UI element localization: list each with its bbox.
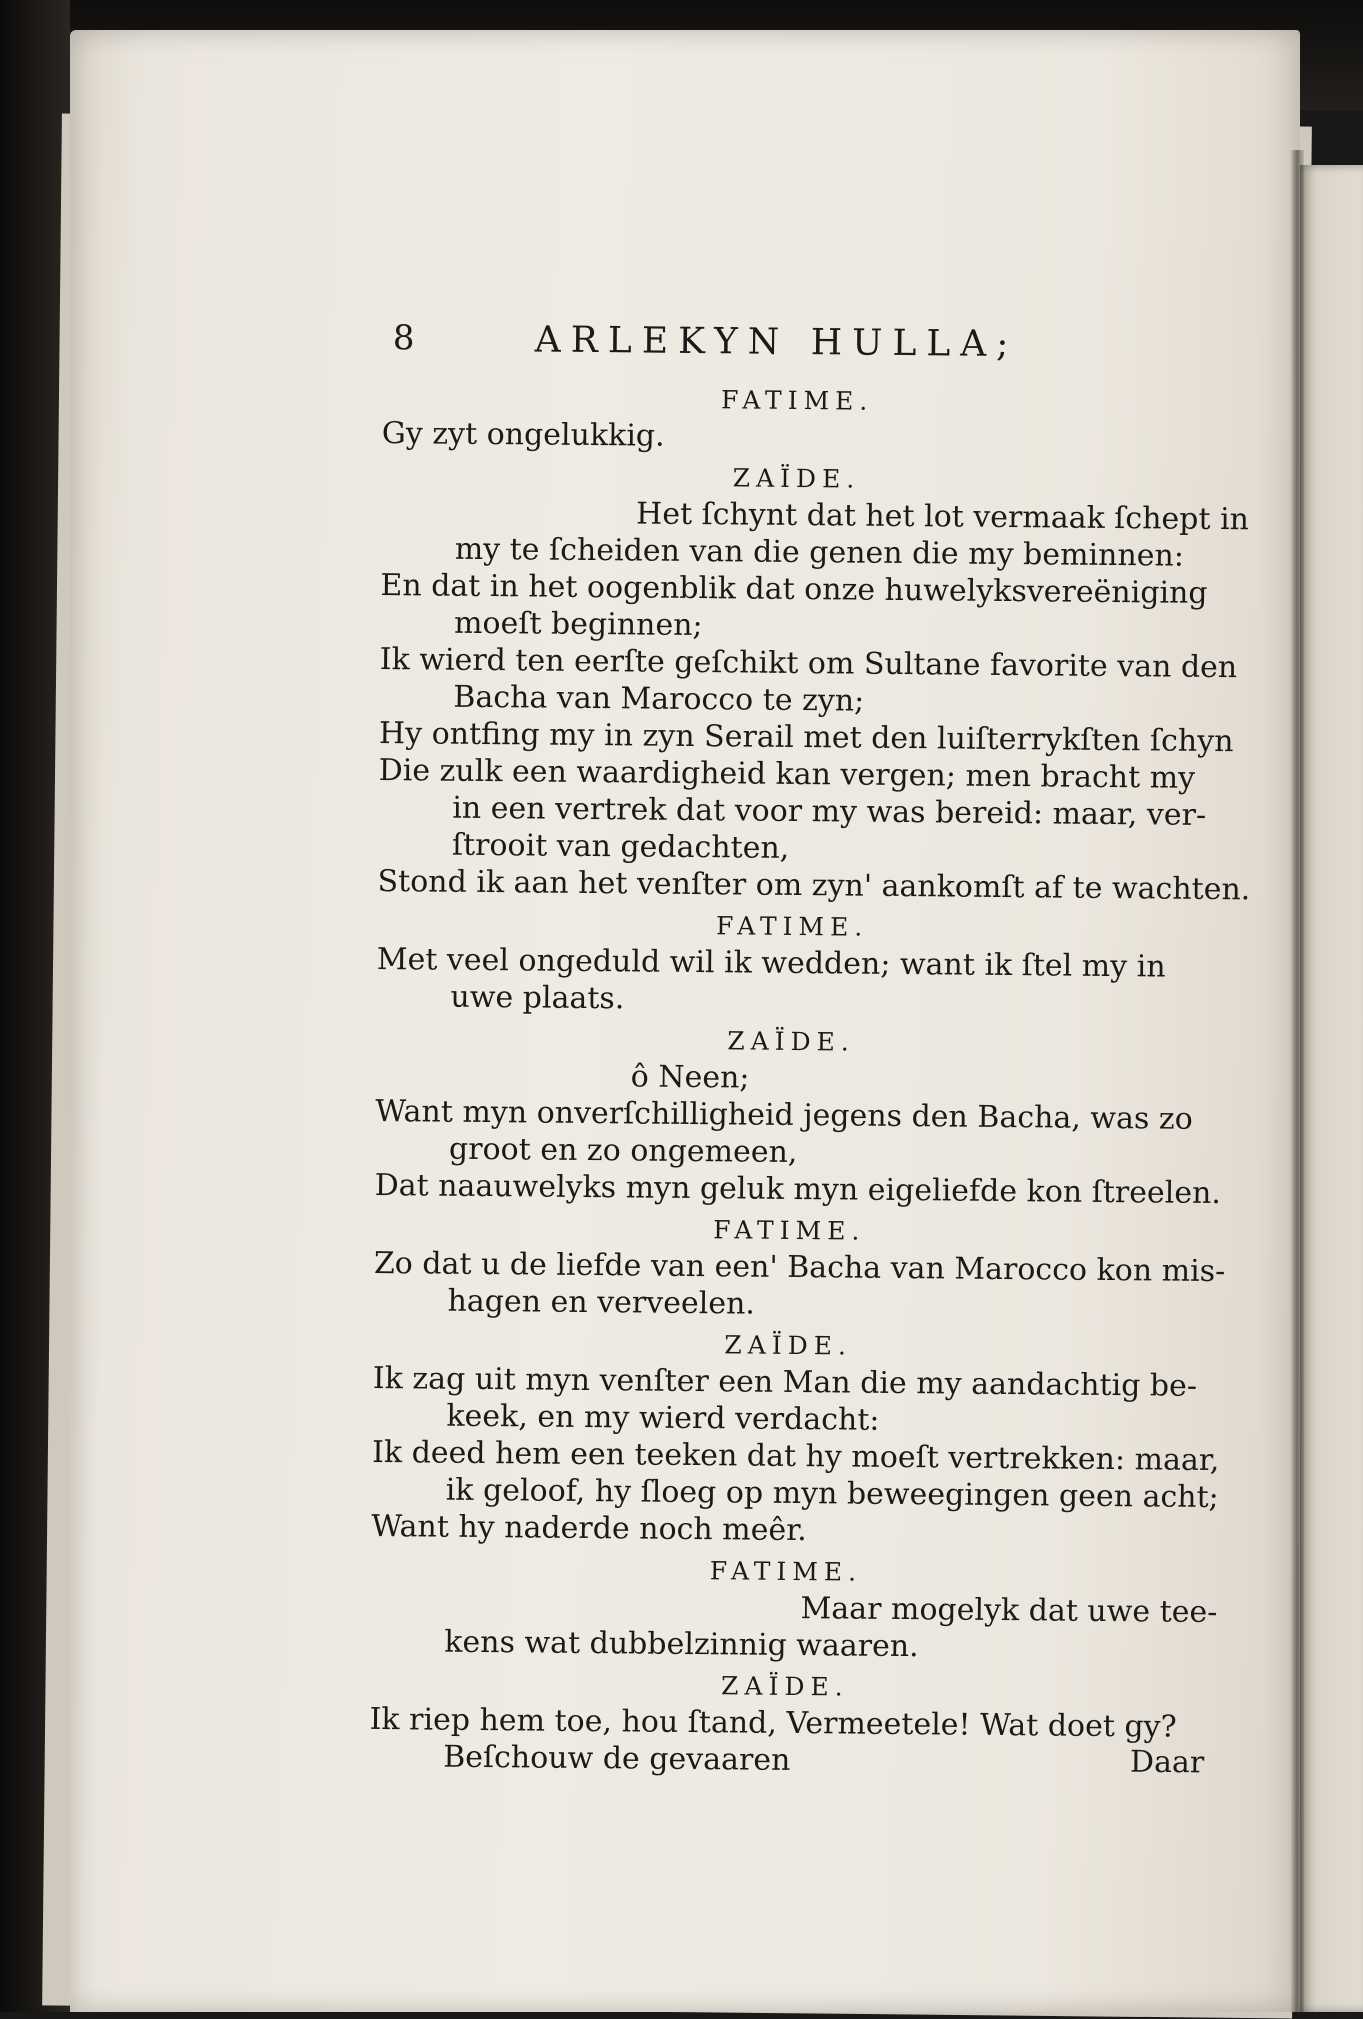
verse-line: ſtrooit van gedachten, (451, 827, 790, 866)
verse-line: Ik deed hem een teeken dat hy moeſt vertrekken: maar, (371, 1434, 1220, 1479)
speaker-name: ZAÏDE. (727, 1026, 855, 1057)
verse-line: Met veel ongeduld wil ik wedden; want ik ſtel my in (376, 941, 1166, 985)
speaker-name: FATIME. (720, 385, 874, 416)
verse-line: kens wat dubbelzinnig waaren. (444, 1624, 919, 1665)
speech-block (377, 456, 1251, 908)
verse-line: Gy zyt ongelukkig. (381, 415, 665, 454)
speaker-name: FATIME. (715, 911, 869, 942)
verse-line: Maar mogelyk dat uwe tee- (800, 1591, 1218, 1631)
verse-line: Die zulk een waardigheid kan vergen; men bracht my (378, 752, 1196, 796)
verse-line: Hy ontfing my in zyn Serail met den luiſterrykſten ſchyn (378, 715, 1234, 760)
page-text-block (369, 318, 1251, 1787)
running-title: ARLEKYN HULLA; (534, 319, 1019, 366)
speech-block (370, 1549, 1218, 1668)
speaker-name: ZAÏDE. (724, 1330, 853, 1361)
speech-block (369, 1664, 1200, 1783)
verse-line: Bacha van Marocco te zyn; (453, 679, 865, 719)
dialogue (369, 378, 1251, 1783)
page-number: 8 (392, 318, 415, 359)
verse-line: Dat naauwelyks myn geluk myn eigeliefde kon ſtreelen. (374, 1167, 1222, 1212)
speaker-name: FATIME. (709, 1556, 863, 1587)
verse-line: moeſt beginnen; (453, 605, 703, 644)
verse-line: Beſchouw de gevaaren (443, 1739, 791, 1778)
verse-line: Ik wierd ten eerſte geſchikt om Sultane favorite van den (379, 641, 1238, 686)
facing-page-edge (1296, 165, 1363, 2012)
verse-line: Het ſchynt dat het lot vermaak ſchept in (635, 496, 1250, 538)
verse-line: En dat in het oogenblik dat onze huwelyksvereëniging (380, 567, 1208, 611)
catchword: Daar (1129, 1744, 1205, 1781)
speaker-name: ZAÏDE. (720, 1671, 849, 1702)
verse-line: Ik zag uit myn venſter een Man die my aandachtig be- (372, 1360, 1198, 1404)
speech-block (371, 1323, 1220, 1553)
verse-line: Zo dat u de liefde van een' Bacha van Marocco kon mis- (373, 1245, 1226, 1290)
verse-line: groot en zo ongemeen, (448, 1131, 798, 1171)
speech-block (382, 378, 1213, 460)
verse-line: ik geloof, hy ſloeg op myn beweegingen geen acht; (445, 1472, 1219, 1516)
verse-line: Stond ik aan het venſter om zyn' aankomſt af te wachten. (377, 863, 1251, 908)
speech-block (374, 1019, 1222, 1212)
verse-line: Ik riep hem toe, hou ſtand, Vermeetele! Wat doet gy? (369, 1701, 1177, 1745)
verse-line: in een vertrek dat voor my was bereid: maar, ver- (452, 790, 1207, 833)
page-header (382, 318, 1213, 386)
speech-block (373, 1208, 1226, 1327)
speech-block (376, 904, 1207, 1023)
verse-line: Want myn onverſchilligheid jegens den Bacha, was zo (375, 1093, 1193, 1137)
verse-line: Want hy naderde noch meêr. (371, 1508, 807, 1549)
verse-line: ô Neen; (630, 1059, 750, 1096)
speaker-name: FATIME. (713, 1215, 866, 1246)
book-gutter (1290, 150, 1304, 2012)
verse-line: my te ſcheiden van die genen die my beminnen: (454, 531, 1185, 574)
speaker-name: ZAÏDE. (732, 463, 861, 494)
verse-line: hagen en verveelen. (447, 1283, 756, 1322)
verse-line: keek, en my wierd verdacht: (446, 1398, 880, 1438)
verse-line: uwe plaats. (450, 979, 625, 1017)
